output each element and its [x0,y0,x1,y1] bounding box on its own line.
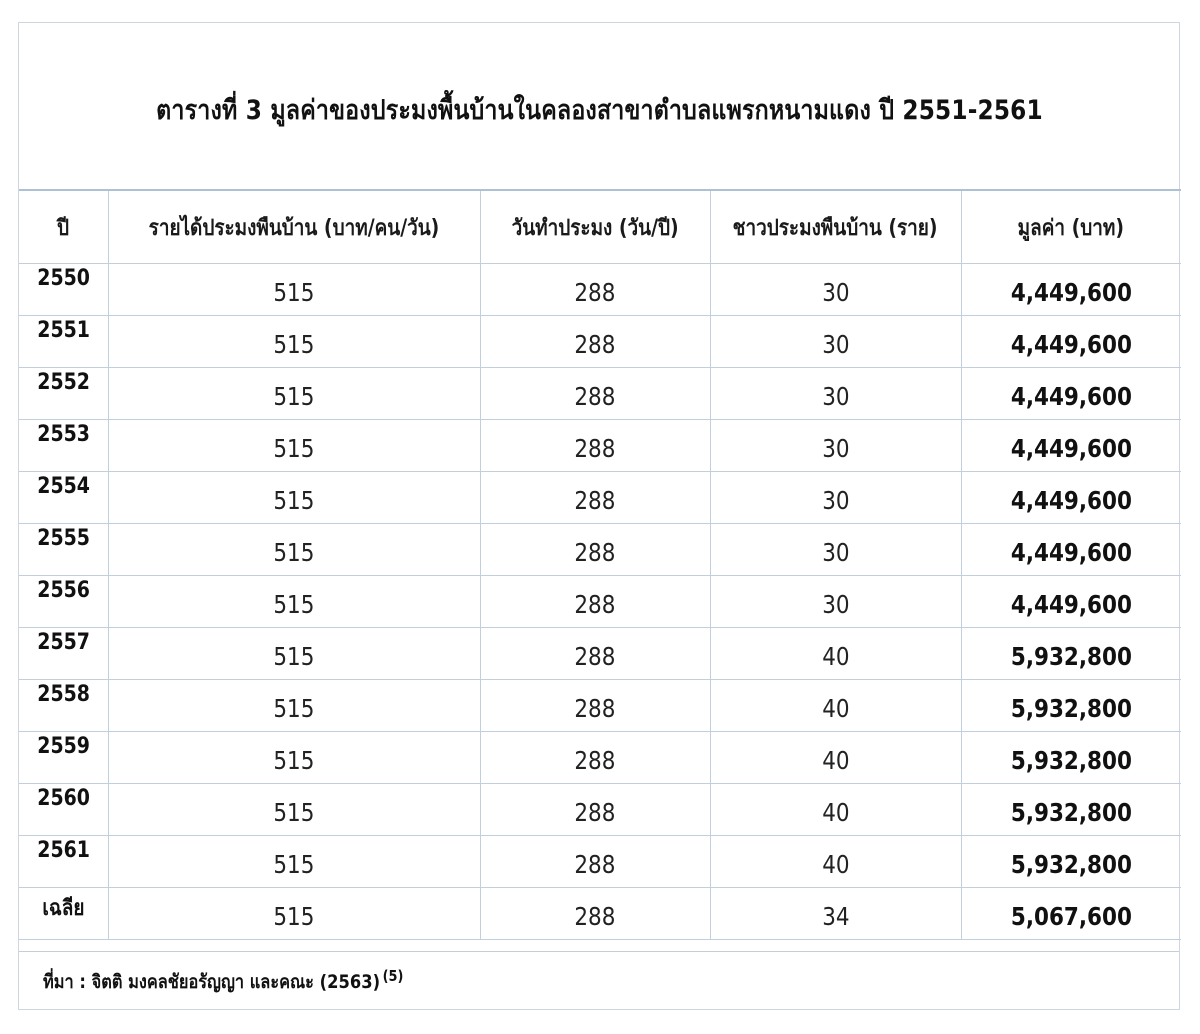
cell-value: 4,449,600 [961,420,1181,472]
footer-divider [19,951,1179,952]
cell-income: 515 [108,316,480,368]
cell-fishers: 30 [710,576,961,628]
cell-value: 5,932,800 [961,628,1181,680]
table-row [19,888,1181,940]
cell-value: 5,932,800 [961,732,1181,784]
column-header-value: มูลค่า (บาท) [961,190,1181,264]
cell-year: 2561 [19,836,108,888]
cell-year: 2555 [19,524,108,576]
cell-value: 5,932,800 [961,836,1181,888]
column-header-fishers: ชาวประมงพืนบ้าน (ราย) [710,190,961,264]
cell-fishers: 30 [710,420,961,472]
table-row [19,836,1181,888]
cell-income: 515 [108,784,480,836]
column-header-income: รายได้ประมงพืนบ้าน (บาท/คน/วัน) [108,190,480,264]
cell-fishers: 40 [710,784,961,836]
cell-days: 288 [480,264,710,316]
table-row [19,524,1181,576]
cell-year: 2552 [19,368,108,420]
cell-fishers: 30 [710,368,961,420]
cell-income: 515 [108,368,480,420]
cell-year: เฉลีย [19,888,108,940]
cell-income: 515 [108,680,480,732]
cell-year: 2559 [19,732,108,784]
cell-value: 4,449,600 [961,264,1181,316]
cell-days: 288 [480,472,710,524]
cell-year: 2556 [19,576,108,628]
cell-value: 5,932,800 [961,680,1181,732]
table-row [19,368,1181,420]
cell-days: 288 [480,732,710,784]
cell-year: 2560 [19,784,108,836]
cell-year: 2553 [19,420,108,472]
cell-days: 288 [480,784,710,836]
cell-year: 2550 [19,264,108,316]
cell-days: 288 [480,628,710,680]
cell-income: 515 [108,472,480,524]
cell-days: 288 [480,420,710,472]
data-table [19,189,1181,940]
table-row [19,316,1181,368]
cell-income: 515 [108,576,480,628]
cell-year: 2557 [19,628,108,680]
cell-fishers: 34 [710,888,961,940]
cell-days: 288 [480,524,710,576]
column-header-days: วันทำประมง (วัน/ปี) [480,190,710,264]
table-row [19,732,1181,784]
cell-value: 5,932,800 [961,784,1181,836]
cell-fishers: 30 [710,264,961,316]
cell-year: 2554 [19,472,108,524]
cell-income: 515 [108,628,480,680]
cell-income: 515 [108,836,480,888]
table-frame [18,22,1180,1010]
cell-days: 288 [480,576,710,628]
cell-value: 4,449,600 [961,368,1181,420]
table-row [19,576,1181,628]
cell-fishers: 30 [710,316,961,368]
header-row [19,190,1181,264]
cell-income: 515 [108,732,480,784]
source-reference: (5) [382,967,404,985]
table-row [19,472,1181,524]
table-row [19,680,1181,732]
cell-value: 4,449,600 [961,576,1181,628]
title-row [19,23,1179,189]
cell-fishers: 40 [710,836,961,888]
cell-income: 515 [108,888,480,940]
cell-fishers: 30 [710,472,961,524]
cell-income: 515 [108,264,480,316]
table-row [19,264,1181,316]
cell-value: 4,449,600 [961,524,1181,576]
cell-days: 288 [480,680,710,732]
table-row [19,420,1181,472]
cell-days: 288 [480,368,710,420]
cell-year: 2551 [19,316,108,368]
column-header-year: ปี [19,190,108,264]
table-title: ตารางที่ 3 มูลค่าของประมงพื้นบ้านในคลองสาขาตำบลแพรกหนามแดง ปี 2551-2561 [155,94,1043,126]
cell-year: 2558 [19,680,108,732]
cell-value: 4,449,600 [961,316,1181,368]
cell-fishers: 40 [710,732,961,784]
source-note [43,967,403,997]
cell-income: 515 [108,420,480,472]
table-row [19,784,1181,836]
cell-days: 288 [480,316,710,368]
cell-fishers: 40 [710,628,961,680]
cell-days: 288 [480,836,710,888]
cell-fishers: 40 [710,680,961,732]
cell-fishers: 30 [710,524,961,576]
cell-days: 288 [480,888,710,940]
cell-income: 515 [108,524,480,576]
cell-value: 5,067,600 [961,888,1181,940]
source-text: ที่มา : จิตติ มงคลชัยอรัญญา และคณะ (2563) [43,971,381,993]
cell-value: 4,449,600 [961,472,1181,524]
table-body [19,264,1181,940]
table-row [19,628,1181,680]
